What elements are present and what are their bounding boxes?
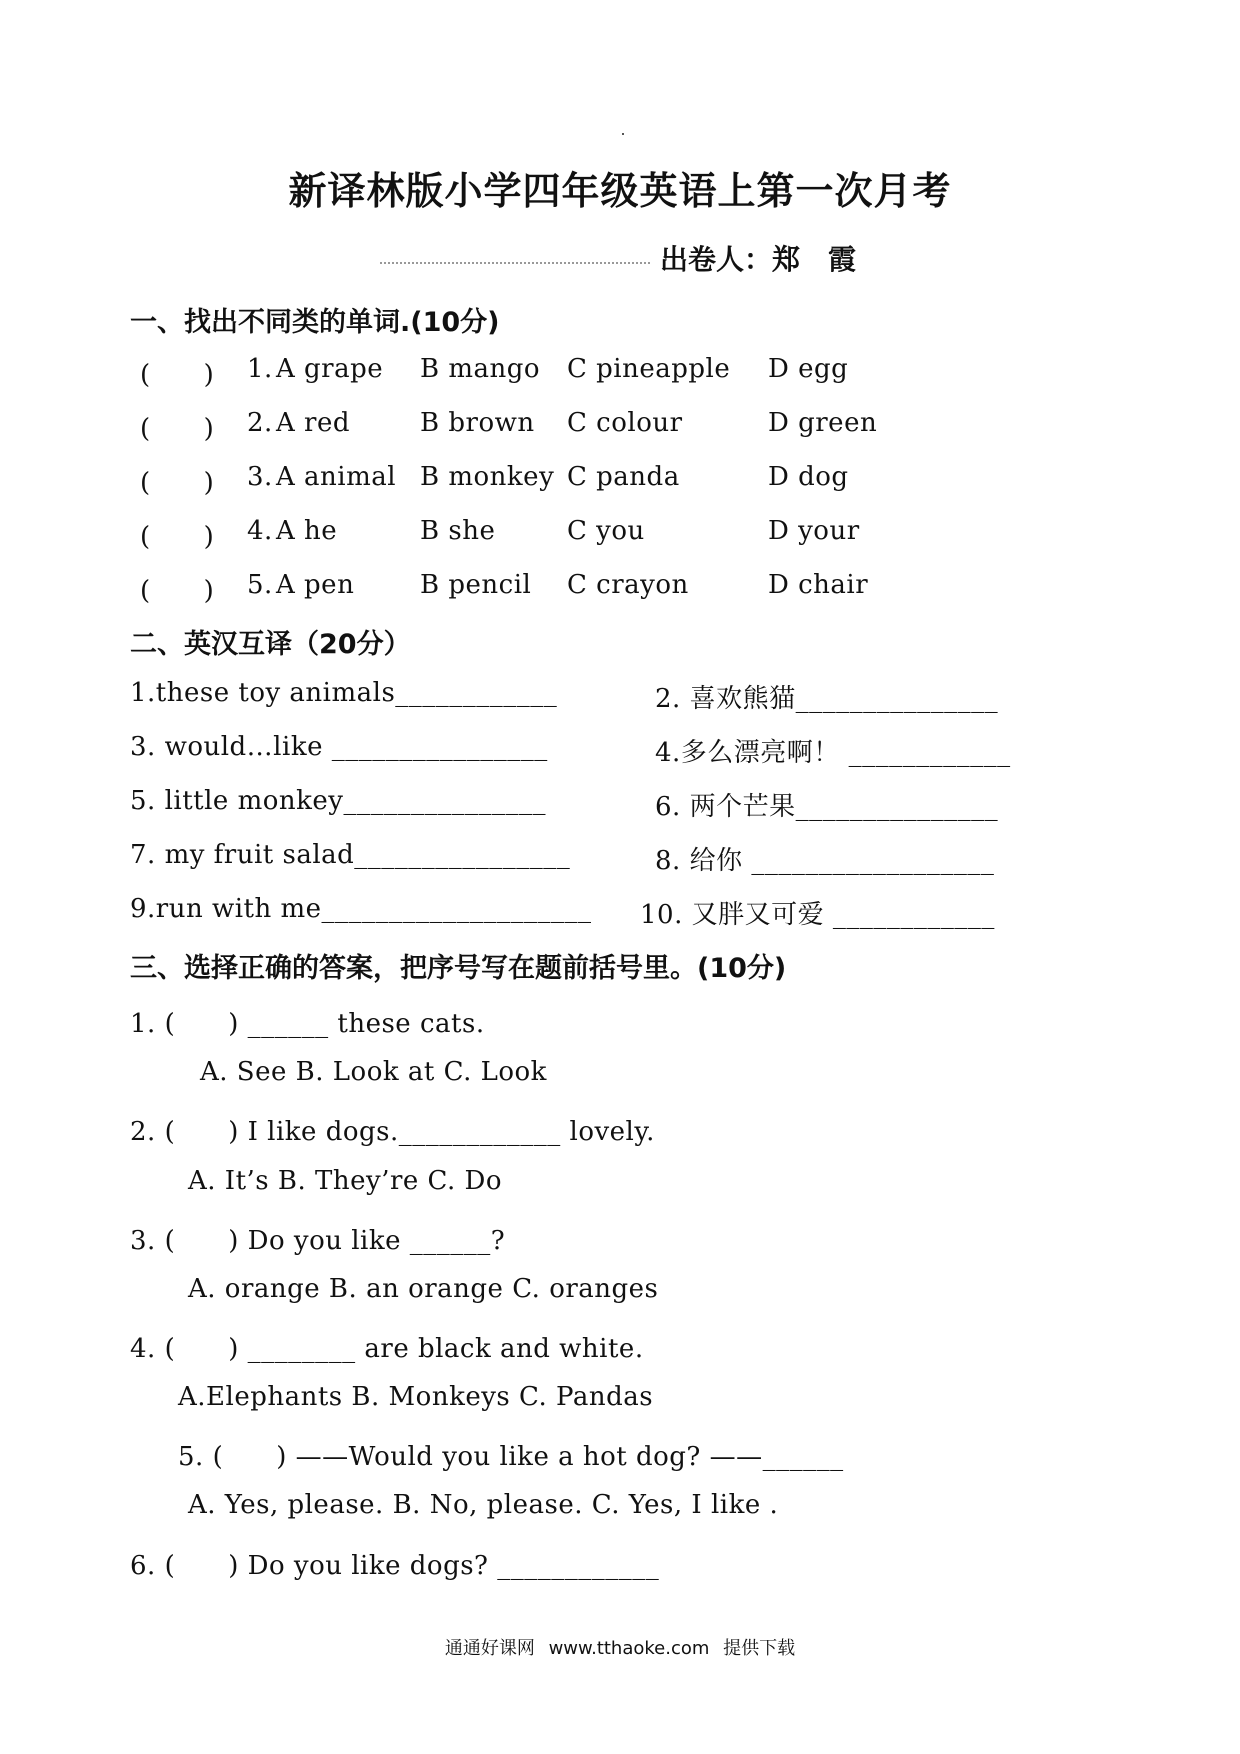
choice-options: A. Yes, please. B. No, please. C. Yes, I like .: [188, 1490, 779, 1520]
translation-item-left: 5. little monkey_______________: [130, 786, 546, 816]
option-b: B pencil: [420, 570, 532, 600]
choice-question: 6. ( ) Do you like dogs? ____________: [130, 1551, 660, 1581]
translation-item-right: 10. 又胖又可爱 ____________: [640, 900, 995, 930]
section1-heading: 一、找出不同类的单词.(10分): [130, 307, 500, 338]
question-number: 2.: [247, 408, 273, 438]
question-number: 4.: [247, 516, 273, 546]
option-c: C colour: [567, 408, 683, 438]
choice-question: 5. ( ) ——Would you like a hot dog? ——______: [178, 1442, 844, 1472]
translation-item-left: 3. would…like ________________: [130, 732, 548, 762]
option-d: D your: [768, 516, 860, 546]
footer-suffix: 提供下载: [723, 1638, 796, 1659]
option-c: C you: [567, 516, 645, 546]
translation-item-right: 8. 给你 __________________: [655, 846, 995, 876]
translation-item-right: 6. 两个芒果_______________: [655, 792, 999, 822]
choice-question: 2. ( ) I like dogs.____________ lovely.: [130, 1117, 655, 1147]
answer-paren[interactable]: ( ): [140, 414, 215, 444]
choice-options: A. See B. Look at C. Look: [200, 1057, 547, 1087]
footer: [0, 1634, 1240, 1660]
answer-paren[interactable]: ( ): [140, 576, 215, 606]
choice-options: A. It’s B. They’re C. Do: [188, 1166, 503, 1196]
translation-item-left: 7. my fruit salad________________: [130, 840, 571, 870]
answer-paren[interactable]: ( ): [140, 522, 215, 552]
choice-options: A.Elephants B. Monkeys C. Pandas: [178, 1382, 654, 1412]
option-a: A red: [276, 408, 350, 438]
option-d: D chair: [768, 570, 869, 600]
option-a: A pen: [276, 570, 355, 600]
option-c: C crayon: [567, 570, 689, 600]
option-a: A he: [276, 516, 338, 546]
answer-paren[interactable]: ( ): [140, 360, 215, 390]
translation-item-right: 2. 喜欢熊猫_______________: [655, 684, 999, 714]
page-title: 新译林版小学四年级英语上第一次月考: [288, 169, 952, 213]
translation-item-left: 9.run with me____________________: [130, 894, 592, 924]
option-c: C panda: [567, 462, 680, 492]
scan-dot: [622, 133, 624, 135]
option-d: D green: [768, 408, 878, 438]
footer-site-name: 通通好课网: [444, 1638, 535, 1659]
choice-question: 1. ( ) ______ these cats.: [130, 1009, 485, 1039]
section3-heading: 三、选择正确的答案，把序号写在题前括号里。(10分): [130, 953, 787, 984]
option-d: D dog: [768, 462, 849, 492]
question-number: 3.: [247, 462, 273, 492]
option-b: B mango: [420, 354, 541, 384]
dotted-leader: [380, 262, 650, 264]
option-a: A animal: [276, 462, 397, 492]
option-c: C pineapple: [567, 354, 731, 384]
author-row: [380, 238, 900, 278]
option-b: B brown: [420, 408, 535, 438]
choice-question: 3. ( ) Do you like ______?: [130, 1226, 506, 1256]
option-b: B monkey: [420, 462, 555, 492]
author-label: 出卷人：郑 霞: [660, 243, 857, 276]
footer-url[interactable]: www.tthaoke.com: [548, 1638, 710, 1659]
option-a: A grape: [276, 354, 384, 384]
translation-item-left: 1.these toy animals____________: [130, 678, 558, 708]
question-number: 5.: [247, 570, 273, 600]
choice-options: A. orange B. an orange C. oranges: [188, 1274, 659, 1304]
section2-heading: 二、英汉互译（20分）: [130, 629, 411, 660]
option-b: B she: [420, 516, 496, 546]
choice-question: 4. ( ) ________ are black and white.: [130, 1334, 644, 1364]
answer-paren[interactable]: ( ): [140, 468, 215, 498]
question-number: 1.: [247, 354, 273, 384]
translation-item-right: 4.多么漂亮啊！ ____________: [655, 738, 1011, 768]
option-d: D egg: [768, 354, 849, 384]
